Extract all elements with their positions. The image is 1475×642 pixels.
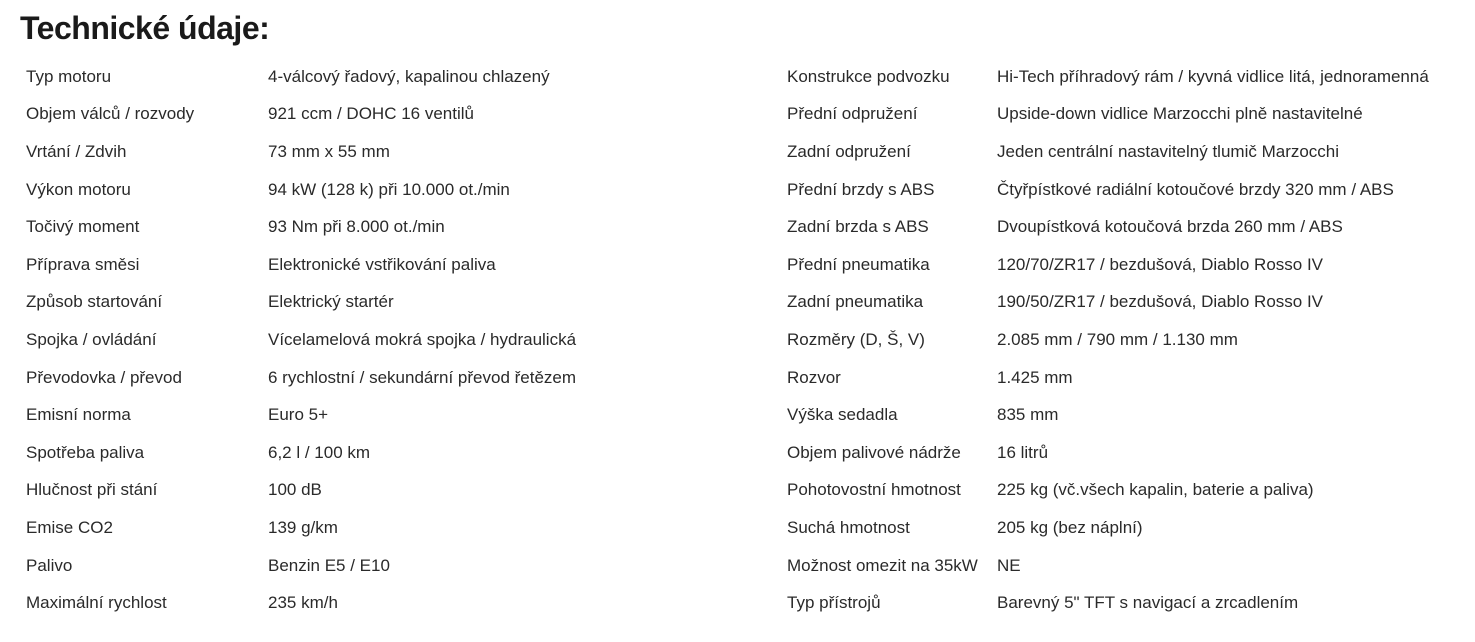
spec-label: Emise CO2	[26, 517, 113, 537]
spec-row	[26, 509, 576, 547]
spec-value: 6 rychlostní / sekundární převod řetězem	[268, 367, 577, 387]
spec-label: Rozvor	[787, 367, 841, 387]
spec-label: Objem palivové nádrže	[787, 442, 961, 462]
spec-value: Euro 5+	[268, 405, 329, 425]
spec-value: 1.425 mm	[997, 367, 1073, 387]
spec-label: Konstrukce podvozku	[787, 66, 950, 86]
spec-value: 4-válcový řadový, kapalinou chlazený	[268, 66, 550, 86]
spec-label: Vrtání / Zdvih	[26, 141, 127, 161]
spec-label: Převodovka / převod	[26, 367, 182, 387]
spec-value: Vícelamelová mokrá spojka / hydraulická	[268, 329, 577, 349]
spec-table-left-body	[26, 58, 576, 622]
spec-value: 235 km/h	[268, 593, 338, 613]
spec-table-left	[26, 58, 576, 622]
spec-label: Maximální rychlost	[26, 593, 167, 613]
spec-value: Elektronické vstřikování paliva	[268, 254, 496, 274]
spec-row	[26, 547, 576, 585]
spec-row	[26, 96, 576, 134]
spec-value: Dvoupístková kotoučová brzda 260 mm / ABS	[997, 217, 1343, 237]
spec-row	[787, 58, 1429, 96]
spec-value: 190/50/ZR17 / bezdušová, Diablo Rosso IV	[997, 292, 1324, 312]
spec-label: Spojka / ovládání	[26, 329, 157, 349]
spec-row	[26, 434, 576, 472]
spec-row	[787, 547, 1429, 585]
spec-value: NE	[997, 555, 1021, 575]
spec-value: 93 Nm při 8.000 ot./min	[268, 217, 445, 237]
spec-row	[26, 284, 576, 322]
spec-value: Upside-down vidlice Marzocchi plně nastavitelné	[997, 104, 1363, 124]
spec-label: Pohotovostní hmotnost	[787, 480, 961, 500]
spec-value: Hi-Tech příhradový rám / kyvná vidlice litá, jednoramenná	[997, 66, 1429, 86]
spec-row	[26, 321, 576, 359]
spec-value: Jeden centrální nastavitelný tlumič Marzocchi	[997, 141, 1340, 161]
spec-label: Emisní norma	[26, 405, 131, 425]
spec-row	[787, 396, 1429, 434]
spec-label: Typ motoru	[26, 66, 112, 86]
spec-value: 835 mm	[997, 405, 1059, 425]
spec-value: 73 mm x 55 mm	[268, 141, 390, 161]
spec-row	[26, 396, 576, 434]
spec-row	[26, 359, 576, 397]
spec-row	[787, 171, 1429, 209]
spec-label: Zadní pneumatika	[787, 292, 924, 312]
spec-row	[26, 246, 576, 284]
spec-label: Rozměry (D, Š, V)	[787, 329, 925, 349]
spec-label: Možnost omezit na 35kW	[787, 555, 978, 575]
spec-value: Elektrický startér	[268, 292, 394, 312]
spec-row	[787, 321, 1429, 359]
spec-label: Hlučnost při stání	[26, 480, 158, 500]
spec-row	[787, 509, 1429, 547]
spec-row	[787, 246, 1429, 284]
spec-table-right	[787, 58, 1429, 622]
spec-label: Přední pneumatika	[787, 254, 930, 274]
spec-row	[26, 472, 576, 510]
spec-value: 94 kW (128 k) při 10.000 ot./min	[268, 179, 510, 199]
spec-row	[787, 96, 1429, 134]
spec-label: Objem válců / rozvody	[26, 104, 195, 124]
spec-row	[787, 434, 1429, 472]
spec-value: 225 kg (vč.všech kapalin, baterie a paliva)	[997, 480, 1314, 500]
spec-label: Spotřeba paliva	[26, 442, 145, 462]
spec-label: Výkon motoru	[26, 179, 131, 199]
page-title: Technické údaje:	[20, 10, 270, 46]
spec-value: 139 g/km	[268, 517, 338, 537]
spec-row	[26, 584, 576, 622]
spec-row	[26, 58, 576, 96]
spec-row	[787, 472, 1429, 510]
spec-label: Typ přístrojů	[787, 593, 881, 613]
spec-value: 16 litrů	[997, 442, 1049, 462]
spec-row	[26, 171, 576, 209]
spec-label: Výška sedadla	[787, 405, 898, 425]
spec-value: 205 kg (bez náplní)	[997, 517, 1143, 537]
spec-label: Zadní brzda s ABS	[787, 217, 929, 237]
spec-row	[26, 208, 576, 246]
spec-value: Benzin E5 / E10	[268, 555, 390, 575]
spec-value: Čtyřpístkové radiální kotoučové brzdy 320 mm / ABS	[997, 179, 1394, 199]
spec-label: Palivo	[26, 555, 73, 575]
spec-label: Točivý moment	[26, 217, 140, 237]
spec-row	[787, 208, 1429, 246]
spec-value: 120/70/ZR17 / bezdušová, Diablo Rosso IV	[997, 254, 1324, 274]
spec-row	[787, 584, 1429, 622]
spec-value: 6,2 l / 100 km	[268, 442, 371, 462]
spec-label: Příprava směsi	[26, 254, 140, 274]
spec-row	[787, 359, 1429, 397]
spec-value: Barevný 5" TFT s navigací a zrcadlením	[997, 593, 1299, 613]
spec-value: 100 dB	[268, 480, 322, 500]
spec-row	[787, 133, 1429, 171]
spec-row	[787, 284, 1429, 322]
spec-label: Zadní odpružení	[787, 141, 911, 161]
spec-label: Suchá hmotnost	[787, 517, 910, 537]
spec-label: Způsob startování	[26, 292, 163, 312]
spec-label: Přední brzdy s ABS	[787, 179, 935, 199]
spec-row	[26, 133, 576, 171]
spec-value: 921 ccm / DOHC 16 ventilů	[268, 104, 474, 124]
spec-value: 2.085 mm / 790 mm / 1.130 mm	[997, 329, 1238, 349]
spec-label: Přední odpružení	[787, 104, 918, 124]
spec-table-right-body	[787, 58, 1429, 622]
